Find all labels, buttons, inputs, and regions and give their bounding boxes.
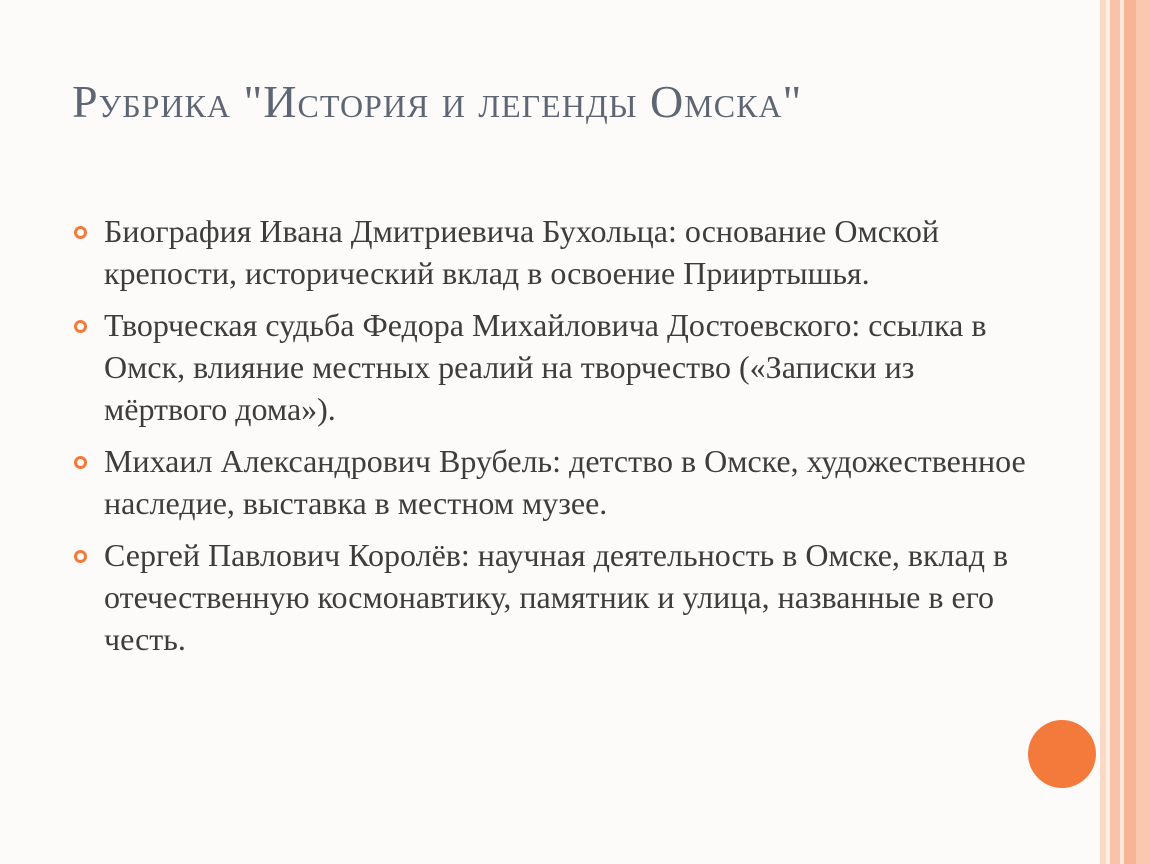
bullet-item — [72, 440, 1032, 524]
edge-stripe — [1124, 0, 1136, 864]
circle-bullet-icon — [74, 320, 87, 333]
edge-stripe — [1136, 0, 1150, 864]
slide-title: Рубрика "История и легенды Омска" — [72, 76, 803, 127]
bullet-text: Биография Ивана Дмитриевича Бухольца: основание Омской крепости, исторический вклад в освоение Прииртышья. — [104, 213, 939, 291]
circle-bullet-icon — [74, 550, 87, 563]
bullet-list — [72, 210, 1032, 670]
bullet-item — [72, 534, 1032, 660]
bullet-item — [72, 210, 1032, 294]
bullet-text: Михаил Александрович Врубель: детство в Омске, художественное наследие, выставка в местном музее. — [104, 443, 1026, 521]
bullet-item — [72, 304, 1032, 430]
bullet-text: Творческая судьба Федора Михайловича Достоевского: ссылка в Омск, влияние местных реалий на творчество («Записки из мёртвого дома»). — [104, 307, 987, 427]
circle-bullet-icon — [74, 226, 87, 239]
circle-bullet-icon — [74, 456, 87, 469]
bullet-text: Сергей Павлович Королёв: научная деятельность в Омске, вклад в отечественную космонавтику, памятник и улица, названные в его честь. — [104, 537, 1009, 657]
edge-stripe — [1110, 0, 1120, 864]
orange-circle-decoration — [1028, 720, 1096, 788]
